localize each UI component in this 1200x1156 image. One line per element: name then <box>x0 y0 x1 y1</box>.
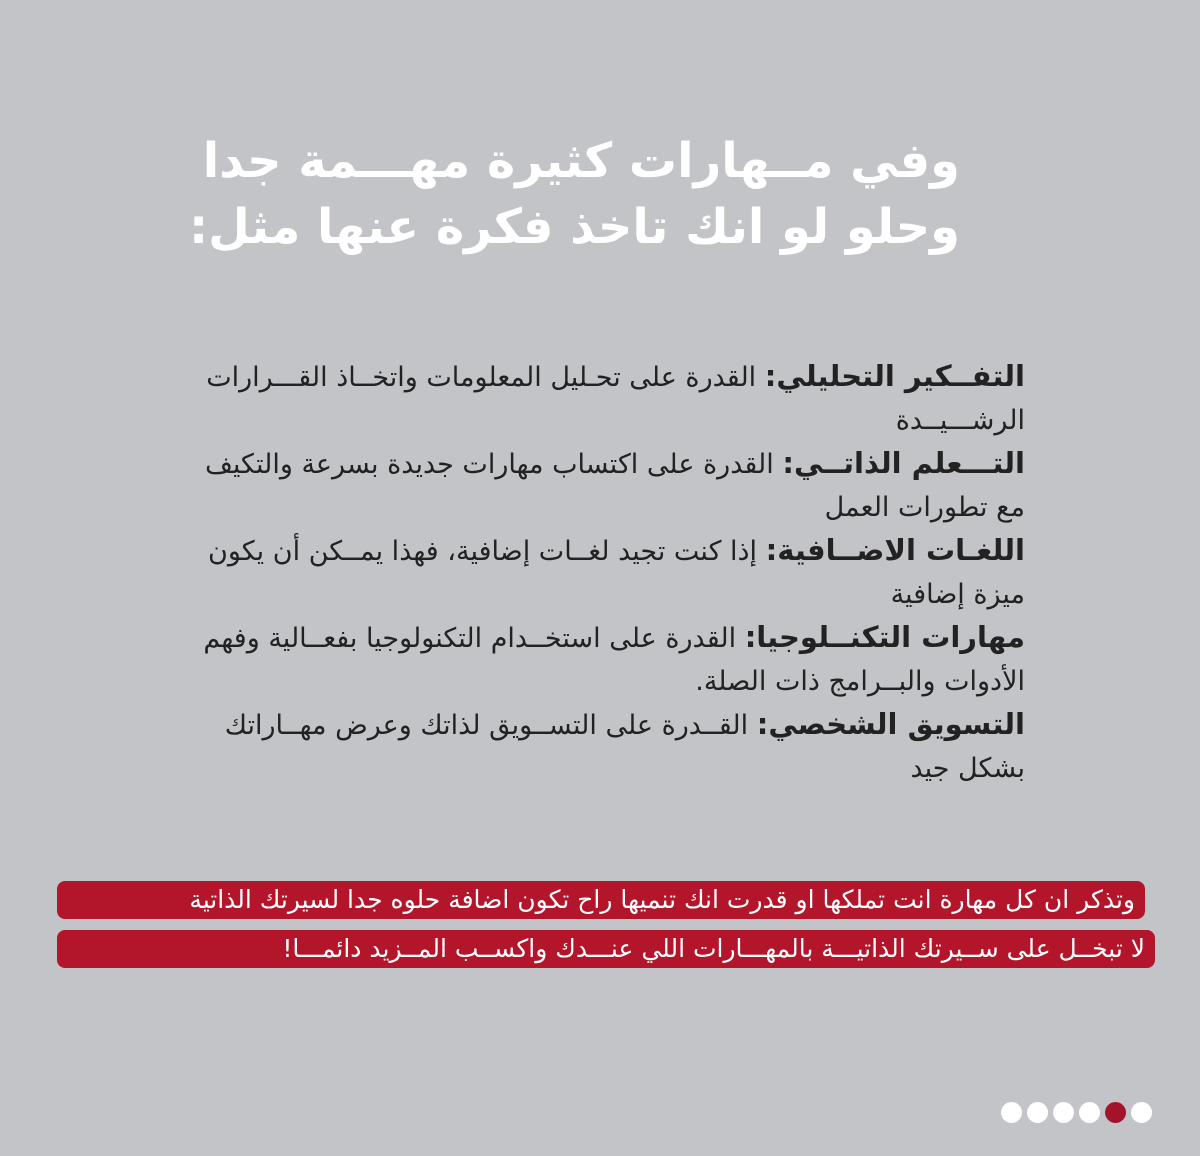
pagination-dots <box>1001 1102 1152 1123</box>
skills-list <box>175 355 1025 790</box>
skill-name: مهارات التكنــلوجيا: <box>744 620 1025 654</box>
pagination-dot[interactable] <box>1105 1102 1126 1123</box>
skill-item-analytical-thinking <box>175 355 1025 442</box>
pagination-dot[interactable] <box>1027 1102 1048 1123</box>
pagination-dot[interactable] <box>1131 1102 1152 1123</box>
title-line-1: وفي مــهارات كثيرة مهـــمة جدا <box>202 133 960 189</box>
encouragement-banner: لا تبخــل على ســيرتك الذاتيـــة بالمهـــارات اللي عنـــدك واكســب المــزيد دائمـــا! <box>57 930 1155 968</box>
skill-name: اللغـات الاضــافية: <box>765 533 1025 567</box>
reminder-banner: وتذكر ان كل مهارة انت تملكها او قدرت انك تنميها راح تكون اضافة حلوه جدا لسيرتك الذاتية <box>57 881 1145 919</box>
skill-item-technology <box>175 616 1025 703</box>
pagination-dot[interactable] <box>1001 1102 1022 1123</box>
skill-item-personal-marketing <box>175 703 1025 790</box>
skill-description: إذا كنت تجيد لغــات إضافية، فهذا يمــكن أن يكون ميزة إضافية <box>208 536 1025 610</box>
skill-description: القدرة على استخــدام التكنولوجيا بفعــالية وفهم الأدوات والبــرامج ذات الصلة. <box>203 623 1025 697</box>
title-line-2: وحلو لو انك تاخذ فكرة عنها مثل: <box>188 199 960 255</box>
skill-description: القدرة على اكتساب مهارات جديدة بسرعة والتكيف مع تطورات العمل <box>204 449 1025 523</box>
skill-item-self-learning <box>175 442 1025 529</box>
skill-item-languages <box>175 529 1025 616</box>
pagination-dot[interactable] <box>1053 1102 1074 1123</box>
skill-description: القدرة على تحـليل المعلومات واتخــاذ القـــرارات الرشـــيــدة <box>206 362 1025 436</box>
skill-name: التسويق الشخصي: <box>756 707 1025 741</box>
pagination-dot[interactable] <box>1079 1102 1100 1123</box>
page-title <box>180 128 960 260</box>
skill-name: التـــعلم الذاتــي: <box>782 446 1025 480</box>
skill-name: التفــكير التحليلي: <box>764 359 1025 393</box>
skill-description: القــدرة على التســويق لذاتك وعرض مهــاراتك بشكل جيد <box>224 710 1025 784</box>
